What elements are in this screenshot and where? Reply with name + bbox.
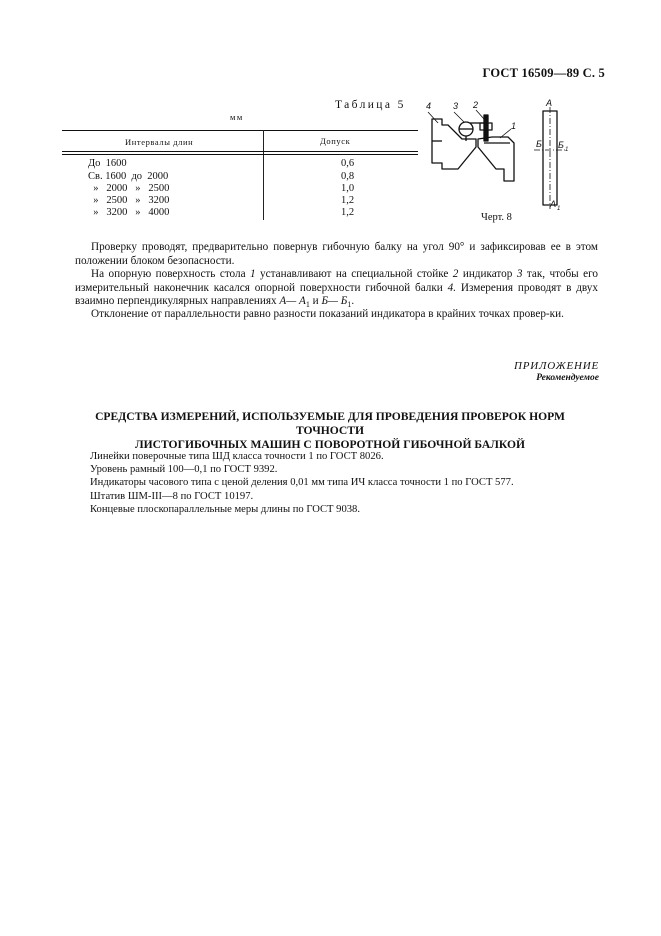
instruments-list xyxy=(90,450,514,516)
table-top-rule xyxy=(62,130,418,131)
figure-leader-4 xyxy=(428,112,438,123)
paragraph-1 xyxy=(75,241,598,268)
paragraph-2 xyxy=(75,268,598,312)
paragraph-3 xyxy=(75,308,598,322)
figure-label-3: 3 xyxy=(453,101,459,111)
table-cell-tolerance: 0,6 xyxy=(341,158,355,169)
direction-label: Б— Б xyxy=(321,295,348,308)
appendix-label: ПРИЛОЖЕНИЕ xyxy=(514,360,599,372)
paragraph-2-text: На опорную поверхность стола xyxy=(91,268,250,280)
figure-leader-3 xyxy=(454,112,464,122)
paragraph-2-text: . xyxy=(351,295,355,308)
table-cell-tolerance: 0,8 xyxy=(341,171,355,182)
list-item: Штатив ШМ-III—8 по ГОСТ 10197. xyxy=(90,490,254,502)
figure-label-2: 2 xyxy=(473,100,479,110)
figure-label-A: А xyxy=(546,98,553,108)
table-cell-interval: Св. 1600 до 2000 xyxy=(88,171,169,182)
paragraph-2-text: Измерения проводят в двух взаимно перпендикулярных направлениях xyxy=(75,281,598,308)
page-header: ГОСТ 16509—89 С. 5 xyxy=(482,66,605,80)
list-item: Концевые плоскопараллельные меры длины по ГОСТ 9038. xyxy=(90,503,360,515)
paragraph-2-text: так, чтобы его измерительный наконечник касался опорной поверхности гибочной балки xyxy=(75,268,598,294)
figure-label-A1-sub: 1 xyxy=(557,206,561,212)
table-header-tolerance: Допуск xyxy=(320,136,351,146)
table-caption: Таблица 5 xyxy=(335,99,406,111)
table-cell-interval: » 2500 » 3200 xyxy=(88,195,170,206)
figure-leader-2 xyxy=(476,110,484,119)
paragraph-2-text: и xyxy=(309,295,322,308)
figure-drawing xyxy=(418,97,603,212)
appendix-title-line: СРЕДСТВА ИЗМЕРЕНИЙ, ИСПОЛЬЗУЕМЫЕ ДЛЯ ПРОВЕДЕНИЯ ПРОВЕРОК НОРМ ТОЧНОСТИ xyxy=(95,410,565,437)
figure-caption: Черт. 8 xyxy=(481,212,512,223)
table-header-rule-2 xyxy=(62,154,418,155)
paragraph-3-text: Отклонение от параллельности равно разности показаний индикатора в крайних точках провер-ки. xyxy=(91,308,564,320)
paragraph-2-text: индикатор xyxy=(458,268,517,280)
figure-label-A1: А xyxy=(550,199,557,209)
appendix-status: Рекомендуемое xyxy=(536,373,599,383)
table-cell-tolerance: 1,2 xyxy=(341,207,355,218)
ref-number: 1 xyxy=(250,268,256,280)
table-row xyxy=(88,206,388,219)
paragraph-1-text: Проверку проводят, предварительно повернув гибочную балку на угол 90° и зафиксировав ее в этом положении блоком безопасности. xyxy=(75,241,598,267)
direction-sub: 1 xyxy=(305,300,310,310)
list-item: Уровень рамный 100—0,1 по ГОСТ 9392. xyxy=(90,464,278,476)
ref-number: 2 xyxy=(452,268,459,280)
ref-number: 4. xyxy=(447,281,457,294)
figure-table-body xyxy=(432,119,476,169)
figure-label-B1: Б xyxy=(558,140,564,150)
direction-label: А— А xyxy=(279,295,306,308)
direction-sub: 1 xyxy=(347,300,352,310)
appendix-label-block xyxy=(514,360,599,383)
figure-stand xyxy=(484,115,488,141)
figure-label-B1-sub: 1 xyxy=(565,147,569,153)
list-item: Линейки поверочные типа ШД класса точности 1 по ГОСТ 8026. xyxy=(90,451,384,462)
table-cell-interval: До 1600 xyxy=(88,158,127,169)
table-cell-tolerance: 1,0 xyxy=(341,183,355,194)
figure-label-1: 1 xyxy=(511,121,517,131)
table-header-interval: Интервалы длин xyxy=(125,137,194,147)
table-cell-tolerance: 1,2 xyxy=(341,195,355,206)
table-cell-interval: » 2000 » 2500 xyxy=(88,183,170,194)
table-row xyxy=(88,157,388,170)
list-item: Индикаторы часового типа с ценой деления 0,01 мм типа ИЧ класса точности 1 по ГОСТ 577. xyxy=(90,477,514,489)
table-header-rule-1 xyxy=(62,151,418,152)
table-cell-interval: » 3200 » 4000 xyxy=(88,207,170,218)
table-unit: мм xyxy=(230,112,244,122)
figure-label-4: 4 xyxy=(426,101,432,111)
figure-side-view xyxy=(543,111,557,205)
paragraph-2-text: устанавливают на специальной стойке xyxy=(255,268,453,280)
figure-label-B: Б xyxy=(536,139,542,149)
appendix-title xyxy=(60,410,600,452)
ref-number: 3 xyxy=(516,268,523,280)
appendix-title-line: ЛИСТОГИБОЧНЫХ МАШИН С ПОВОРОТНОЙ ГИБОЧНОЙ БАЛКОЙ xyxy=(134,438,526,451)
